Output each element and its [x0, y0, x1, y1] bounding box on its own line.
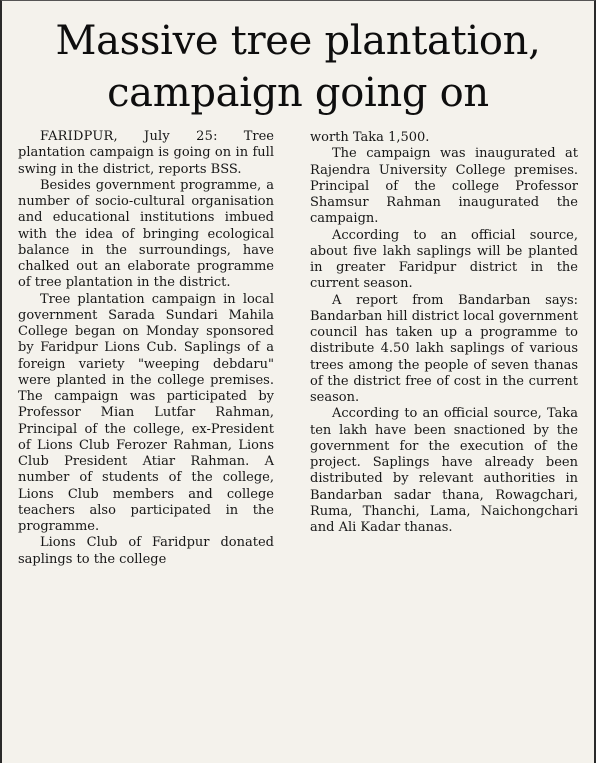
article-paragraph	[18, 129, 274, 178]
article-paragraph: The campaign was inaugurated at Rajendra University College premises. Principal of the college Professor Shamsur Rahman inaugurated the campaign.	[310, 146, 578, 227]
paragraph-text: Tree plantation campaign is going on in full swing in the district, reports BSS.	[18, 129, 274, 177]
article-paragraph: According to an official source, about five lakh saplings will be planted in greater Faridpur district in the current season.	[310, 227, 578, 292]
article-paragraph: According to an official source, Taka ten lakh have been snactioned by the government for the execution of the project. Saplings have already been distributed by relevant authorities in Bandarban sadar thana, Rowagchari, Ruma, Thanchi, Lama, Naichongchari and Ali Kadar thanas.	[310, 406, 578, 535]
article-column-right	[310, 130, 578, 536]
article-paragraph: Besides government programme, a number of socio-cultural organisation and educational institutions imbued with the idea of bringing ecological balance in the surroundings, have chalked out an elaborate programme of tree plantation in the district.	[18, 177, 274, 291]
headline-line-2: campaign going on	[107, 70, 489, 116]
article-column-left	[18, 129, 274, 568]
article-continuation: worth Taka 1,500.	[310, 130, 430, 145]
article-paragraph: A report from Bandarban says: Bandarban hill district local government council has taken up a programme to distribute 4.50 lakh saplings of various trees among the people of seven thanas of the district free of cost in the current season.	[310, 292, 578, 405]
headline-line-1: Massive tree plantation,	[55, 18, 541, 64]
article-paragraph: Tree plantation campaign in local government Sarada Sundari Mahila College began on Monday sponsored by Faridpur Lions Cub. Saplings of a foreign variety "weeping debdaru" were planted in the college premises. The campaign was participated by Professor Mian Lutfar Rahman, Principal of the college, ex-President of Lions Club Ferozer Rahman, Lions Club President Atiar Rahman. A number of students of the college, Lions Club members and college teachers also participated in the programme.	[18, 291, 274, 534]
dateline: FARIDPUR, July 25:	[40, 129, 218, 144]
article-paragraph: Lions Club of Faridpur donated saplings to the college	[18, 535, 274, 567]
headline	[2, 15, 594, 119]
